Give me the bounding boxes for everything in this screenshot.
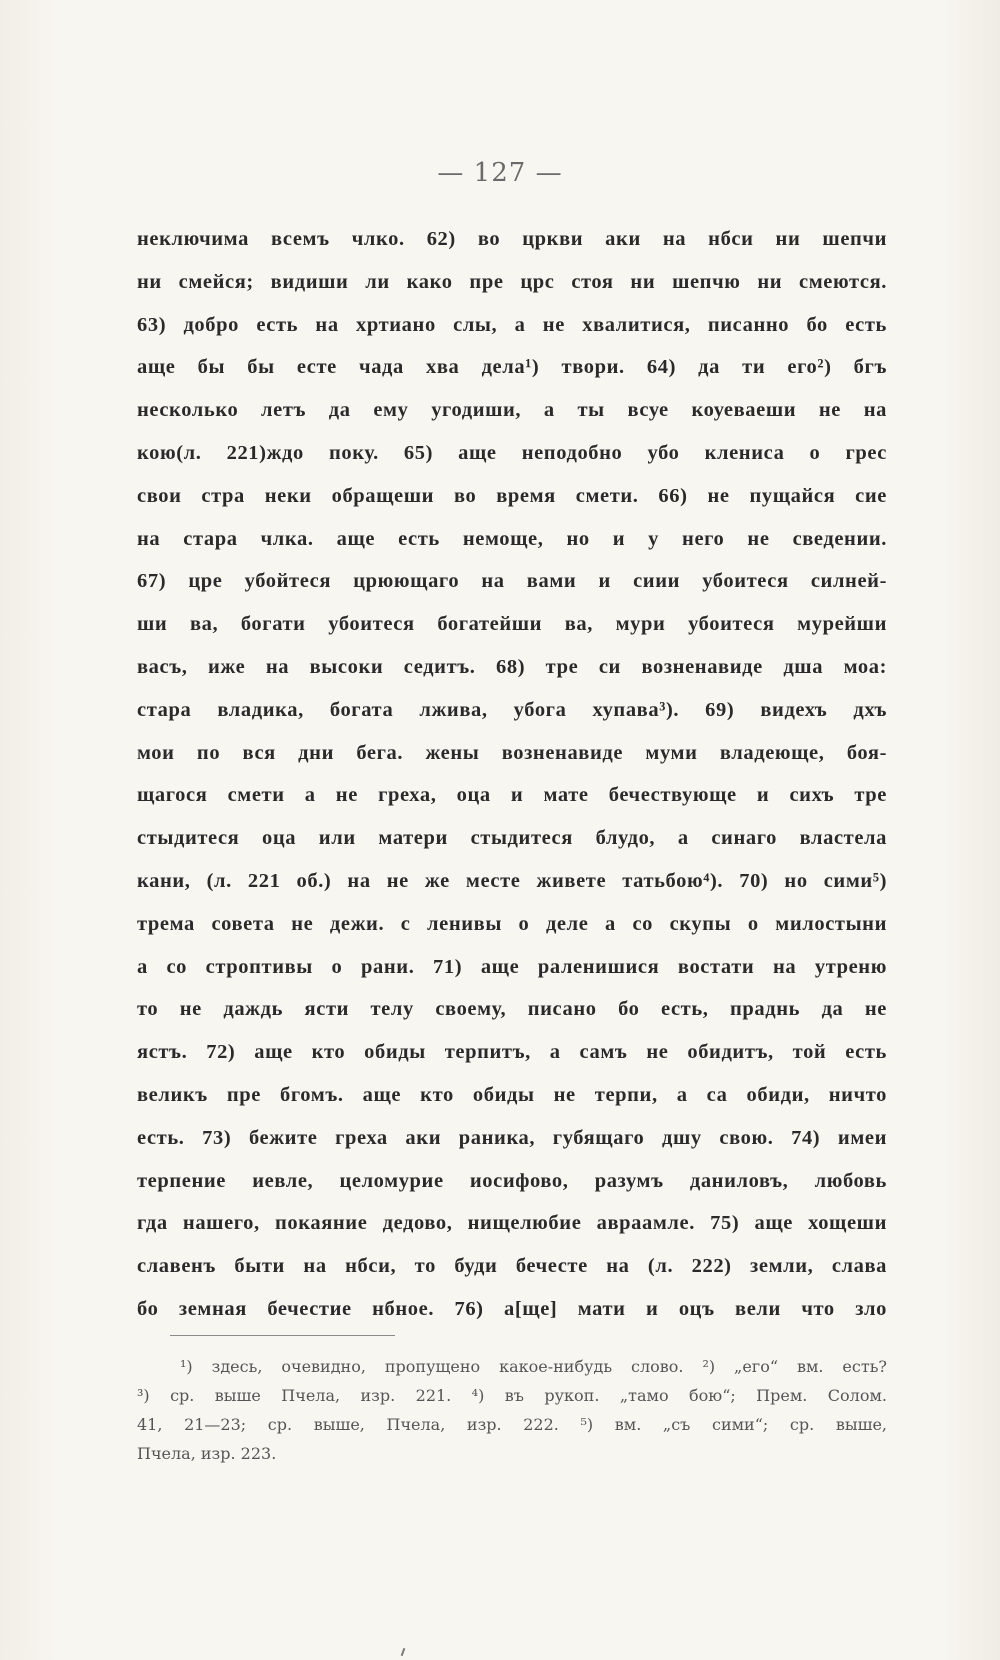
text-line: славенъ быти на нбси, то буди бечесте на (л. 222) земли, слава (137, 1255, 887, 1278)
footnote-line: 41, 21—23; ср. выше, Пчела, изр. 222. ⁵) вм. „съ сими“; ср. выше, (137, 1415, 887, 1434)
text-line: свои стра неки обращеши во время смети. 66) не пущайся сие (137, 484, 887, 507)
footnote-line: ¹) здесь, очевидно, пропущено какое-нибудь слово. ²) „его“ вм. есть? (180, 1357, 887, 1376)
text-line: великъ пре бгомъ. аще кто обиды не терпи, а са обиди, ничто (137, 1083, 887, 1106)
text-line: то не даждь ясти телу своему, писано бо есть, праднь да не (137, 998, 887, 1021)
text-line: 67) цре убойтеся црюющаго на вами и сиии убоитеся силней- (137, 570, 887, 593)
text-line: ястъ. 72) аще кто обиды терпитъ, а самъ не обидитъ, той есть (137, 1041, 887, 1064)
page-number: — 127 — (437, 158, 563, 188)
footnote-line: ³) ср. выше Пчела, изр. 221. ⁴) въ рукоп. „тамо бою“; Прем. Солом. (137, 1386, 887, 1405)
text-line: ши ва, богати убоитеся богатейши ва, мури убоитеся мурейши (137, 613, 887, 636)
text-line: на стара члка. аще есть немоще, но и у него не сведении. (137, 527, 887, 550)
paper-speck (401, 1648, 406, 1656)
text-line: мои по вся дни бега. жены возненавиде муми владеюще, боя- (137, 741, 887, 764)
footnote-divider (170, 1335, 395, 1336)
text-line: щагося смети а не греха, оца и мате бечествующе и сихъ тре (137, 784, 887, 807)
text-line: 63) добро есть на хртиано слы, а не хвалитися, писанно бо есть (137, 313, 887, 336)
text-line: трема совета не дежи. с ленивы о деле а со скупы о милостыни (137, 912, 887, 935)
text-line: гда нашего, покаяние дедово, нищелюбие авраамле. 75) аще хощеши (137, 1212, 887, 1235)
text-line: несколько летъ да ему угодиши, а ты всуе коуеваеши не на (137, 399, 887, 422)
text-line: бо земная бечестие нбное. 76) а[ще] мати и оцъ вели что зло (137, 1297, 887, 1320)
main-text (137, 218, 887, 1331)
text-line: ни смейся; видиши ли како пре црс стоя ни шепчю ни смеются. (137, 270, 887, 293)
text-line: кани, (л. 221 об.) на не же месте живете татьбою⁴). 70) но сими⁵) (137, 869, 887, 892)
text-line: терпение иевле, целомурие иосифово, разумъ даниловъ, любовь (137, 1169, 887, 1192)
text-line: а со строптивы о рани. 71) аще раленишися востати на утреню (137, 955, 887, 978)
text-line: стыдитеся оца или матери стыдитеся блудо, а синаго властела (137, 827, 887, 850)
text-line: неключима всемъ члко. 62) во цркви аки на нбси ни шепчи (137, 228, 887, 250)
footnote-line: Пчела, изр. 223. (137, 1444, 277, 1463)
text-line: есть. 73) бежите греха аки раника, губящаго дшу свою. 74) имеи (137, 1126, 887, 1149)
text-line: аще бы бы есте чада хва дела¹) твори. 64) да ти его²) бгъ (137, 356, 887, 379)
footnotes (137, 1352, 887, 1468)
text-line: кою(л. 221)ждо поку. 65) аще неподобно убо клениса о грес (137, 441, 887, 464)
text-line: стара владика, богата лжива, убога хупава³). 69) видехъ дхъ (137, 698, 887, 721)
text-line: васъ, иже на высоки седитъ. 68) тре си возненавиде дша моа: (137, 655, 887, 678)
